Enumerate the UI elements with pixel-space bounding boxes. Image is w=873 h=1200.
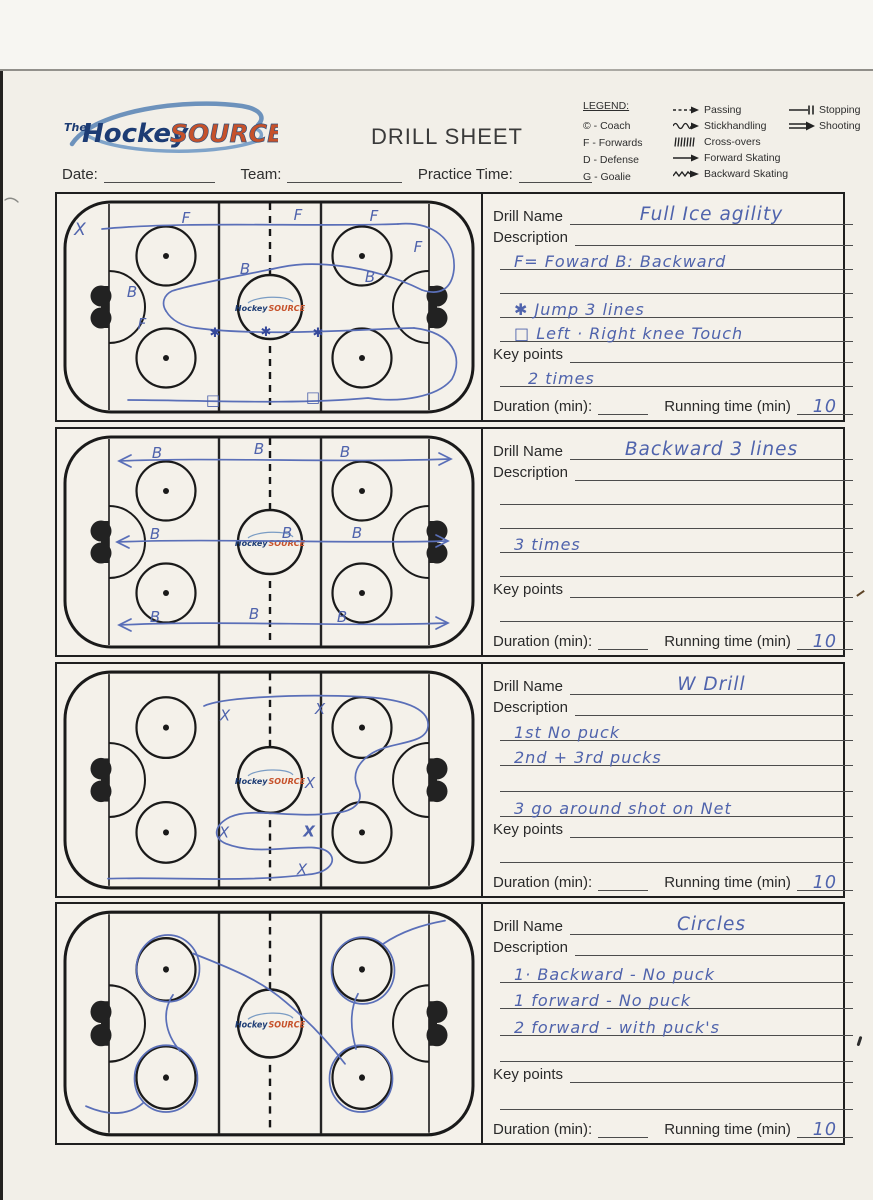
passing-arrow-icon (673, 105, 700, 115)
legend-heading: LEGEND: (583, 100, 630, 112)
legend-item-forwards: F - Forwards (583, 136, 643, 149)
key-points-label: Key points (493, 820, 564, 838)
svg-text:B: B (281, 524, 293, 542)
description-line (500, 504, 853, 529)
drill-name-value: Full Ice agility (639, 204, 784, 225)
drill-section-3 (55, 662, 845, 898)
svg-text:Hockey: Hockey (82, 119, 188, 149)
description-line: 2nd + 3rd pucks (500, 740, 853, 766)
duration-label: Duration (min): (493, 398, 593, 415)
rink-4-svg (62, 909, 476, 1138)
key-points-line (500, 1082, 853, 1110)
legend-item-passing: Passing (673, 102, 791, 118)
description-line: ✱ Jump 3 lines (500, 293, 853, 318)
svg-text:B: B (149, 525, 161, 543)
hockey-source-logo (58, 98, 278, 164)
legend-item-backward-skating: Backward Skating (673, 166, 791, 182)
drill-name-label: Drill Name (493, 678, 564, 695)
svg-text:✱: ✱ (260, 325, 272, 340)
key-points-line (500, 597, 853, 622)
svg-text:X: X (304, 774, 316, 793)
svg-text:X: X (296, 860, 308, 879)
legend (583, 100, 869, 188)
description-line (500, 552, 853, 577)
svg-text:X: X (314, 700, 326, 719)
running-time-field (797, 399, 853, 415)
duration-field (598, 875, 648, 891)
svg-text:B: B (253, 440, 265, 458)
key-points-field (570, 1068, 853, 1083)
svg-text:B: B (339, 443, 351, 461)
page-title: DRILL SHEET (370, 124, 523, 149)
drill-name-field (570, 196, 853, 225)
description-label: Description (493, 939, 569, 956)
description-label: Description (493, 229, 569, 246)
drill-name-value: W Drill (677, 674, 746, 695)
description-line: 3 go around shot on Net (500, 791, 853, 817)
svg-text:B: B (151, 444, 163, 462)
drill-name-field (570, 906, 853, 935)
shooting-arrow-icon (789, 121, 815, 131)
key-points-label: Key points (493, 346, 564, 363)
duration-label: Duration (min): (493, 1120, 593, 1138)
svg-text:F: F (137, 315, 147, 333)
drill-info-3 (483, 664, 867, 896)
running-time-label: Running time (min) (664, 1120, 791, 1138)
rink-diagram-3 (57, 664, 483, 896)
rink-2-svg (62, 434, 476, 650)
drill-info-2 (483, 429, 867, 655)
key-points-label: Key points (493, 581, 564, 598)
svg-text:X: X (74, 220, 86, 240)
svg-text:✱: ✱ (209, 326, 221, 341)
stopping-line-icon (789, 105, 815, 115)
drill-name-value: Circles (676, 914, 746, 935)
stray-pen-squiggle (4, 196, 20, 210)
drill-name-field (570, 666, 853, 695)
description-field (575, 701, 853, 716)
team-field (287, 166, 401, 183)
scan-top-strip (0, 0, 873, 69)
description-line: 2 forward - with puck's (500, 1008, 853, 1036)
backward-skating-arrow-icon (673, 169, 700, 179)
drill-section-1 (55, 192, 845, 422)
team-label: Team: (240, 166, 282, 183)
svg-text:X: X (218, 823, 230, 842)
drill-info-4 (483, 904, 867, 1143)
legend-item-defense: D - Defense (583, 153, 640, 166)
svg-text:□: □ (205, 391, 221, 409)
description-label: Description (493, 699, 569, 716)
key-points-line (500, 837, 853, 863)
svg-text:F: F (369, 207, 379, 225)
running-time-label: Running time (min) (664, 874, 791, 892)
legend-item-crossovers: Cross-overs (673, 134, 791, 150)
svg-text:B: B (351, 524, 363, 542)
description-field (575, 941, 853, 956)
description-line: 3 times (500, 528, 853, 553)
rink-3-svg (62, 669, 476, 891)
svg-text:SOURCE: SOURCE (170, 119, 278, 148)
drill-name-label: Drill Name (493, 918, 564, 935)
drill-info-1 (483, 194, 867, 420)
description-line (500, 269, 853, 294)
svg-text:F: F (293, 206, 303, 224)
rink-diagram-4 (57, 904, 483, 1143)
key-points-label: Key points (493, 1066, 564, 1084)
drill-name-label: Drill Name (493, 208, 564, 225)
description-field (575, 466, 853, 481)
svg-text:B: B (364, 268, 376, 286)
svg-text:X: X (303, 822, 315, 841)
drill-name-field (570, 431, 853, 460)
svg-text:B: B (126, 283, 138, 301)
description-line: 1· Backward - No puck (500, 955, 853, 983)
practice-time-label: Practice Time: (417, 166, 513, 183)
crossovers-hatch-icon (673, 137, 700, 147)
forward-skating-arrow-icon (673, 153, 700, 163)
practice-time-field (519, 166, 592, 183)
duration-label: Duration (min): (493, 633, 593, 650)
description-line (500, 1035, 853, 1063)
legend-item-forward-skating: Forward Skating (673, 150, 791, 166)
legend-item-stickhandling: Stickhandling (673, 118, 791, 134)
legend-item-stopping: Stopping (789, 102, 869, 118)
description-line: 1st No puck (500, 715, 853, 741)
rink-1-svg (62, 199, 476, 415)
date-label: Date: (62, 166, 98, 183)
drill-name-label: Drill Name (493, 443, 564, 460)
svg-text:✱: ✱ (312, 326, 324, 341)
svg-text:F: F (413, 238, 423, 256)
scan-edge-line (0, 69, 873, 71)
duration-field (598, 399, 648, 415)
running-time-value: 10 (812, 397, 838, 417)
running-time-label: Running time (min) (664, 398, 791, 415)
drill-section-2 (55, 427, 845, 657)
rink-diagram-1 (57, 194, 483, 420)
svg-text:B: B (239, 260, 251, 278)
svg-text:The: The (64, 121, 87, 134)
duration-label: Duration (min): (493, 874, 593, 892)
running-time-value: 10 (812, 873, 838, 894)
hockey-source-logo-icon (58, 98, 278, 164)
description-label: Description (493, 464, 569, 481)
key-points-line: 2 times (500, 362, 853, 387)
description-line: F= Foward B: Backward (500, 245, 853, 270)
key-points-field (570, 583, 853, 598)
date-field (104, 166, 215, 183)
key-points-field (570, 348, 853, 363)
rink-diagram-2 (57, 429, 483, 655)
running-time-value: 10 (812, 632, 838, 652)
drill-name-value: Backward 3 lines (624, 439, 799, 460)
running-time-field (797, 873, 853, 894)
key-points-field (570, 823, 853, 838)
drill-section-4 (55, 902, 845, 1145)
svg-text:F: F (181, 209, 191, 227)
running-time-field (797, 1119, 853, 1140)
legend-item-shooting: Shooting (789, 118, 869, 134)
description-field (575, 231, 853, 246)
description-line (500, 480, 853, 505)
svg-text:B: B (149, 608, 161, 626)
running-time-field (797, 634, 853, 650)
scan-left-edge (0, 71, 3, 1200)
legend-item-goalie: G - Goalie (583, 170, 631, 183)
running-time-value: 10 (812, 1119, 838, 1140)
stickhandling-arrow-icon (673, 121, 700, 131)
svg-text:X: X (219, 706, 231, 725)
description-line (500, 765, 853, 791)
legend-item-coach: © - Coach (583, 119, 631, 132)
duration-field (598, 634, 648, 650)
svg-text:□: □ (305, 388, 321, 406)
duration-field (598, 1122, 648, 1138)
running-time-label: Running time (min) (664, 633, 791, 650)
svg-text:B: B (248, 605, 260, 623)
meta-row (62, 166, 592, 183)
description-line: 1 forward - No puck (500, 982, 853, 1010)
description-line: □ Left · Right knee Touch (500, 317, 853, 342)
svg-text:B: B (336, 608, 348, 626)
